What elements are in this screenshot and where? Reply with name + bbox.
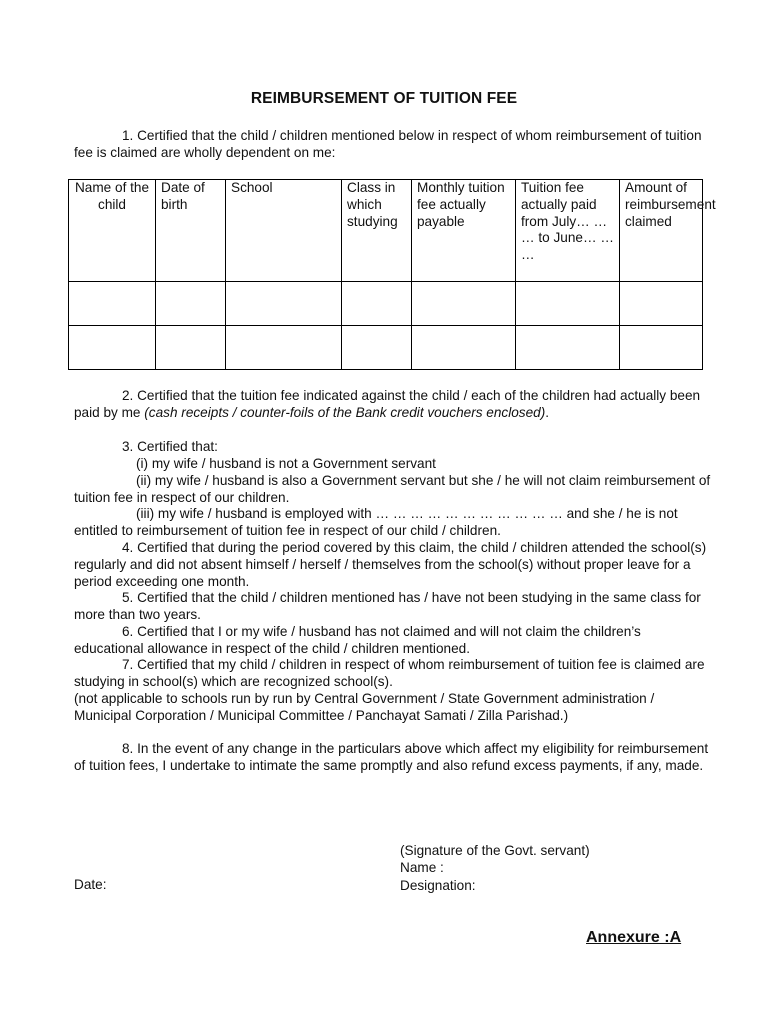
table-cell[interactable] xyxy=(620,282,703,326)
para-3-ii-text: (ii) my wife / husband is also a Government servant but she / he will not claim reimbursement of tuition fee in respect of our children. xyxy=(74,473,711,505)
header-class: Class in which studying xyxy=(342,180,412,282)
header-date-of-birth: Date of birth xyxy=(156,180,226,282)
para-4-text: 4. Certified that during the period covered by this claim, the child / children attended the school(s) regularly and did not absent himself / herself / themselves from the school(s) without proper leave for a period exceeding one month. xyxy=(74,540,707,589)
para-2-text: 2. Certified that the tuition fee indicated against the child / each of the children had actually been paid by me xyxy=(74,388,701,420)
para-2-end: . xyxy=(545,404,550,420)
certificate-para-8 xyxy=(74,741,714,775)
para-5-text: 5. Certified that the child / children mentioned has / have not been studying in the same class for more than two years. xyxy=(74,590,701,622)
table-cell[interactable] xyxy=(516,326,620,370)
table-cell[interactable] xyxy=(69,282,156,326)
tuition-fee-table xyxy=(68,179,716,370)
date-label: Date: xyxy=(74,877,107,892)
table-cell[interactable] xyxy=(412,282,516,326)
table-cell[interactable] xyxy=(226,326,342,370)
certificate-para-5 xyxy=(74,590,714,624)
table-cell[interactable] xyxy=(516,282,620,326)
para-2-italic: (cash receipts / counter-foils of the Bank credit vouchers enclosed) xyxy=(144,404,546,420)
para-8-text: 8. In the event of any change in the particulars above which affect my eligibility for reimbursement of tuition fees, I undertake to intimate the same promptly and also refund excess payments, if any, made. xyxy=(74,741,709,773)
table-header-row xyxy=(69,180,703,282)
certificate-para-7 xyxy=(74,657,714,691)
designation-label: Designation: xyxy=(400,878,476,893)
table-row xyxy=(69,326,703,370)
para-1-text: 1. Certified that the child / children mentioned below in respect of whom reimbursement of tuition fee is claimed are wholly dependent on me: xyxy=(74,128,702,160)
table-cell[interactable] xyxy=(156,326,226,370)
table-row xyxy=(69,282,703,326)
para-7-text: 7. Certified that my child / children in respect of whom reimbursement of tuition fee is claimed are studying in school(s) which are recognized school(s). xyxy=(74,657,705,689)
table-cell[interactable] xyxy=(226,282,342,326)
certificate-para-3-iii xyxy=(74,506,714,540)
certificate-para-1 xyxy=(74,128,714,162)
table-cell[interactable] xyxy=(156,282,226,326)
certificate-para-7-note: (not applicable to schools run by run by Central Government / State Government administration / Municipal Corporation / Municipal Committee / Panchayat Samati / Zilla Parishad.) xyxy=(74,691,655,723)
certificate-para-4 xyxy=(74,540,714,590)
table-cell[interactable] xyxy=(69,326,156,370)
certificate-para-3-ii xyxy=(74,473,714,507)
certificate-para-6 xyxy=(74,624,714,658)
header-school: School xyxy=(226,180,342,282)
signature-label: (Signature of the Govt. servant) xyxy=(400,843,590,858)
table-cell[interactable] xyxy=(412,326,516,370)
table-cell[interactable] xyxy=(342,326,412,370)
para-3-i-text: (i) my wife / husband is not a Government servant xyxy=(136,456,436,471)
header-name-of-child: Name of the child xyxy=(69,180,156,282)
para-3-iii-text: (iii) my wife / husband is employed with … … … … … … … … … … … and she / he is not entitled to reimbursement of tuition fee in respect of our child / children. xyxy=(74,506,678,538)
header-amount-claimed: Amount of reimbursement claimed xyxy=(620,180,703,282)
header-monthly-fee: Monthly tuition fee actually payable xyxy=(412,180,516,282)
para-3-text: 3. Certified that: xyxy=(122,439,218,454)
certificate-para-2 xyxy=(74,388,714,422)
certificate-para-3 xyxy=(74,439,714,456)
annexure-label: Annexure :A xyxy=(586,929,682,946)
table-cell[interactable] xyxy=(342,282,412,326)
header-fee-paid: Tuition fee actually paid from July… … … to June… … … xyxy=(516,180,620,282)
para-6-text: 6. Certified that I or my wife / husband has not claimed and will not claim the children’s educational allowance in respect of the child / children mentioned. xyxy=(74,624,641,656)
certificate-para-3-i xyxy=(74,456,714,473)
name-label: Name : xyxy=(400,860,444,875)
table-cell[interactable] xyxy=(620,326,703,370)
page-title: REIMBURSEMENT OF TUITION FEE xyxy=(250,90,518,107)
